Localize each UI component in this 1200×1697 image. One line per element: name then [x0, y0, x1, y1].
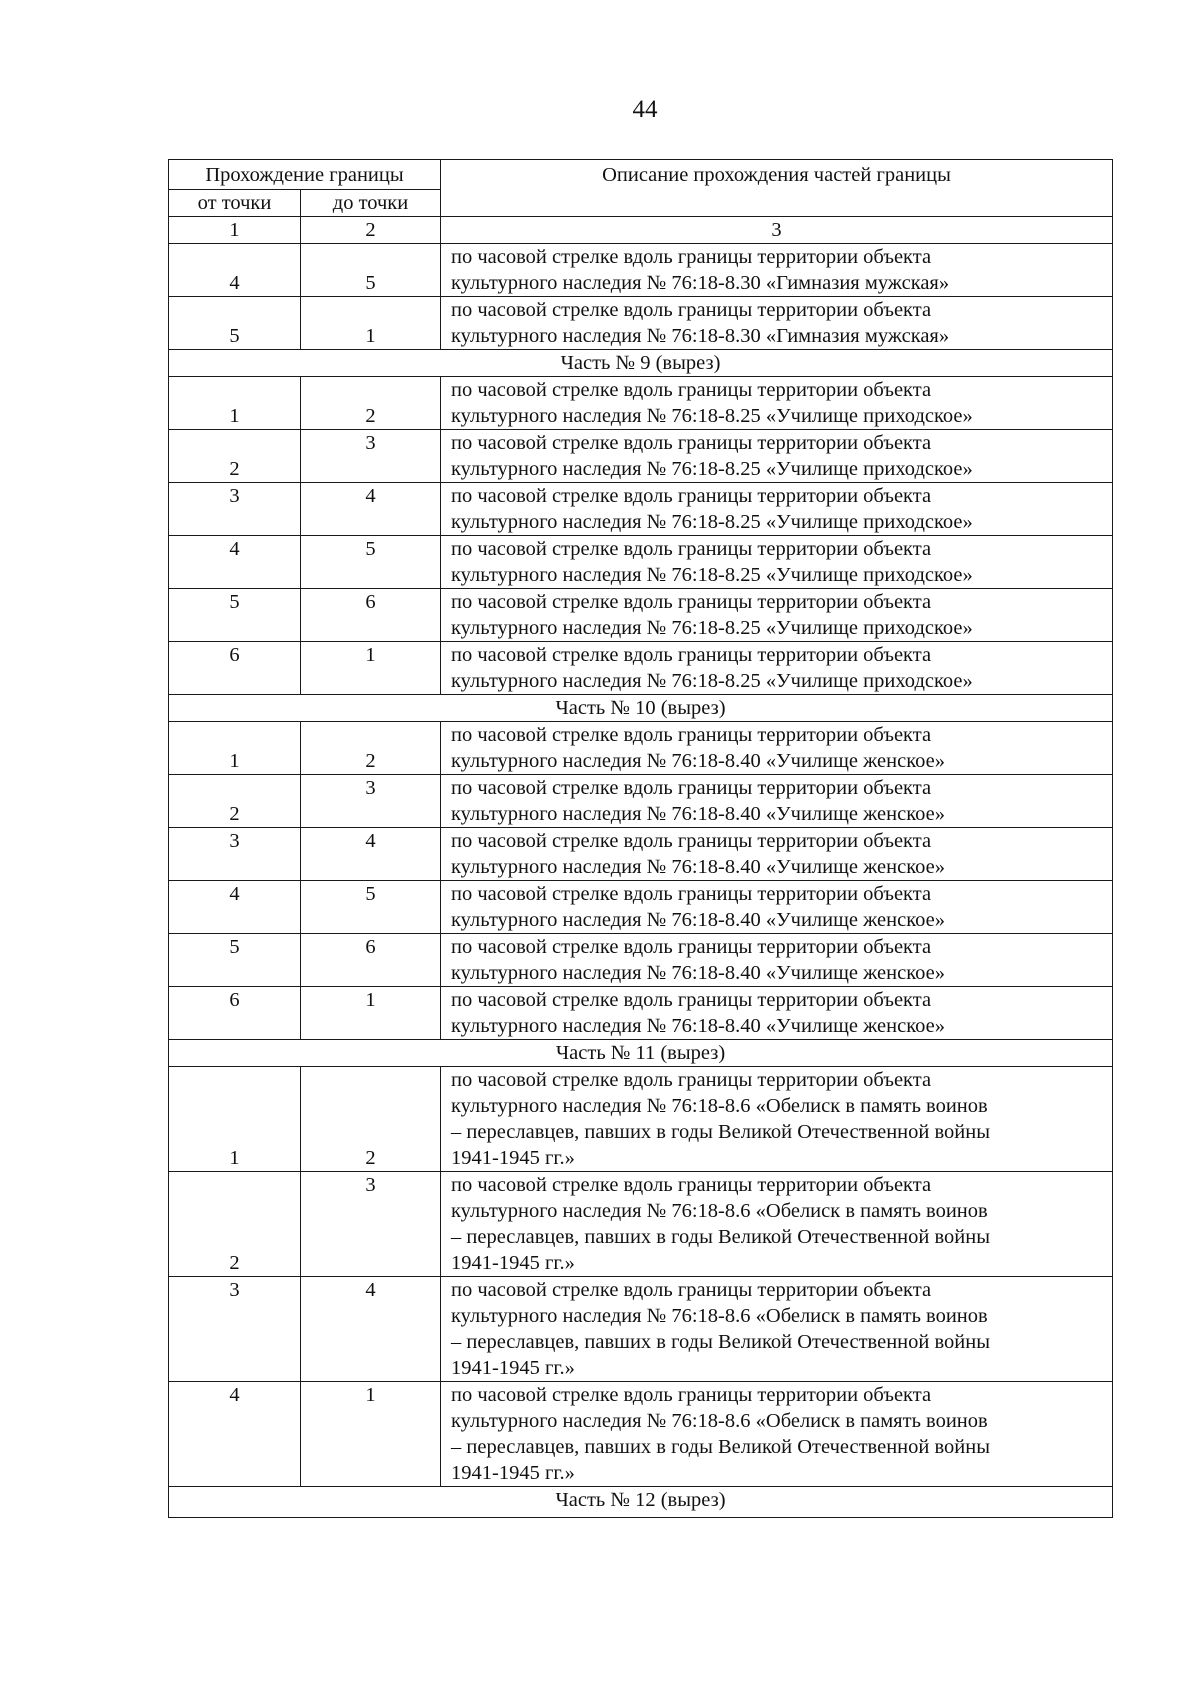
description-line: по часовой стрелке вдоль границы территории объекта	[451, 432, 932, 454]
description-line: 1941-1945 гг.»	[451, 1357, 575, 1379]
table-row	[169, 244, 1113, 297]
description-line: по часовой стрелке вдоль границы территории объекта	[451, 777, 932, 799]
description-cell	[441, 775, 1113, 828]
description-line: культурного наследия № 76:18-8.25 «Училище приходское»	[451, 405, 973, 427]
from-point-cell: 4	[169, 536, 301, 589]
to-point-cell: 3	[301, 775, 441, 828]
part-heading: Часть № 9 (вырез)	[169, 350, 1113, 377]
from-point-cell: 2	[169, 775, 301, 828]
to-point-cell: 2	[301, 722, 441, 775]
description-line: по часовой стрелке вдоль границы территории объекта	[451, 246, 932, 268]
from-point-cell: 2	[169, 430, 301, 483]
description-line: культурного наследия № 76:18-8.6 «Обелиск в память воинов	[451, 1095, 988, 1117]
description-line: – переславцев, павших в годы Великой Отечественной войны	[451, 1226, 990, 1248]
table-row	[169, 589, 1113, 642]
description-cell	[441, 987, 1113, 1040]
description-cell	[441, 377, 1113, 430]
description-line: по часовой стрелке вдоль границы территории объекта	[451, 299, 932, 321]
description-cell	[441, 1067, 1113, 1172]
to-point-cell: 1	[301, 1382, 441, 1487]
from-point-cell: 3	[169, 1277, 301, 1382]
part-heading: Часть № 11 (вырез)	[169, 1040, 1113, 1067]
from-point-cell: 3	[169, 828, 301, 881]
table-row	[169, 1382, 1113, 1487]
part-heading: Часть № 10 (вырез)	[169, 695, 1113, 722]
table-row	[169, 430, 1113, 483]
table-row	[169, 1067, 1113, 1172]
description-line: по часовой стрелке вдоль границы территории объекта	[451, 1069, 932, 1091]
from-point-cell: 5	[169, 297, 301, 350]
description-line: 1941-1945 гг.»	[451, 1252, 575, 1274]
to-point-cell: 5	[301, 244, 441, 297]
description-line: культурного наследия № 76:18-8.6 «Обелиск в память воинов	[451, 1410, 988, 1432]
description-line: культурного наследия № 76:18-8.25 «Училище приходское»	[451, 670, 973, 692]
to-point-cell: 4	[301, 1277, 441, 1382]
description-cell	[441, 430, 1113, 483]
table-row	[169, 934, 1113, 987]
description-cell	[441, 589, 1113, 642]
description-line: – переславцев, павших в годы Великой Отечественной войны	[451, 1331, 990, 1353]
to-point-cell: 4	[301, 828, 441, 881]
description-cell	[441, 722, 1113, 775]
description-line: культурного наследия № 76:18-8.25 «Училище приходское»	[451, 511, 973, 533]
description-cell	[441, 483, 1113, 536]
description-line: – переславцев, павших в годы Великой Отечественной войны	[451, 1436, 990, 1458]
description-line: культурного наследия № 76:18-8.30 «Гимназия мужская»	[451, 325, 950, 347]
to-point-cell: 2	[301, 377, 441, 430]
to-point-cell: 6	[301, 934, 441, 987]
description-line: культурного наследия № 76:18-8.40 «Училище женское»	[451, 909, 945, 931]
part-heading-row	[169, 695, 1113, 722]
header-to-point: до точки	[301, 190, 441, 217]
description-line: культурного наследия № 76:18-8.40 «Училище женское»	[451, 803, 945, 825]
from-point-cell: 4	[169, 881, 301, 934]
table-row	[169, 828, 1113, 881]
description-line: культурного наследия № 76:18-8.40 «Училище женское»	[451, 1015, 945, 1037]
part-heading: Часть № 12 (вырез)	[169, 1487, 1113, 1518]
description-line: культурного наследия № 76:18-8.25 «Училище приходское»	[451, 458, 973, 480]
header-boundary-passage: Прохождение границы	[169, 160, 441, 190]
description-line: культурного наследия № 76:18-8.25 «Училище приходское»	[451, 564, 973, 586]
description-cell	[441, 1172, 1113, 1277]
description-line: по часовой стрелке вдоль границы территории объекта	[451, 936, 932, 958]
description-line: 1941-1945 гг.»	[451, 1462, 575, 1484]
page-number: 44	[632, 96, 658, 123]
description-line: по часовой стрелке вдоль границы территории объекта	[451, 830, 932, 852]
column-number-2: 2	[301, 217, 441, 244]
from-point-cell: 6	[169, 987, 301, 1040]
description-cell	[441, 297, 1113, 350]
header-from-point: от точки	[169, 190, 301, 217]
from-point-cell: 2	[169, 1172, 301, 1277]
description-line: культурного наследия № 76:18-8.40 «Училище женское»	[451, 856, 945, 878]
to-point-cell: 5	[301, 881, 441, 934]
to-point-cell: 3	[301, 1172, 441, 1277]
header-row-column-numbers	[169, 217, 1113, 244]
description-cell	[441, 881, 1113, 934]
to-point-cell: 4	[301, 483, 441, 536]
table-row	[169, 297, 1113, 350]
table-row	[169, 881, 1113, 934]
description-cell	[441, 828, 1113, 881]
description-line: культурного наследия № 76:18-8.6 «Обелиск в память воинов	[451, 1305, 988, 1327]
description-line: по часовой стрелке вдоль границы территории объекта	[451, 538, 932, 560]
to-point-cell: 5	[301, 536, 441, 589]
table-row	[169, 642, 1113, 695]
header-description: Описание прохождения частей границы	[441, 160, 1113, 217]
table-row	[169, 775, 1113, 828]
part-heading-row	[169, 350, 1113, 377]
from-point-cell: 1	[169, 377, 301, 430]
table-row	[169, 536, 1113, 589]
to-point-cell: 1	[301, 642, 441, 695]
description-line: по часовой стрелке вдоль границы территории объекта	[451, 989, 932, 1011]
description-cell	[441, 934, 1113, 987]
description-line: культурного наследия № 76:18-8.25 «Училище приходское»	[451, 617, 973, 639]
from-point-cell: 5	[169, 589, 301, 642]
to-point-cell: 6	[301, 589, 441, 642]
table-row	[169, 722, 1113, 775]
description-cell	[441, 1277, 1113, 1382]
part-heading-row	[169, 1487, 1113, 1518]
from-point-cell: 4	[169, 1382, 301, 1487]
table-body	[169, 160, 1113, 1518]
header-row-group	[169, 160, 1113, 190]
description-cell	[441, 642, 1113, 695]
from-point-cell: 3	[169, 483, 301, 536]
description-line: по часовой стрелке вдоль границы территории объекта	[451, 883, 932, 905]
table-row	[169, 377, 1113, 430]
table-row	[169, 1172, 1113, 1277]
description-line: по часовой стрелке вдоль границы территории объекта	[451, 644, 932, 666]
description-line: по часовой стрелке вдоль границы территории объекта	[451, 591, 932, 613]
description-line: по часовой стрелке вдоль границы территории объекта	[451, 1279, 932, 1301]
table-row	[169, 1277, 1113, 1382]
description-line: культурного наследия № 76:18-8.30 «Гимназия мужская»	[451, 272, 950, 294]
description-line: – переславцев, павших в годы Великой Отечественной войны	[451, 1121, 990, 1143]
to-point-cell: 1	[301, 987, 441, 1040]
part-heading-row	[169, 1040, 1113, 1067]
description-line: по часовой стрелке вдоль границы территории объекта	[451, 724, 932, 746]
boundary-table	[168, 159, 1113, 1518]
description-line: по часовой стрелке вдоль границы территории объекта	[451, 1384, 932, 1406]
description-line: культурного наследия № 76:18-8.40 «Училище женское»	[451, 962, 945, 984]
description-line: культурного наследия № 76:18-8.40 «Училище женское»	[451, 750, 945, 772]
column-number-1: 1	[169, 217, 301, 244]
from-point-cell: 1	[169, 1067, 301, 1172]
table-row	[169, 987, 1113, 1040]
table-row	[169, 483, 1113, 536]
from-point-cell: 4	[169, 244, 301, 297]
description-line: по часовой стрелке вдоль границы территории объекта	[451, 1174, 932, 1196]
from-point-cell: 1	[169, 722, 301, 775]
description-line: по часовой стрелке вдоль границы территории объекта	[451, 485, 932, 507]
description-line: культурного наследия № 76:18-8.6 «Обелиск в память воинов	[451, 1200, 988, 1222]
column-number-3: 3	[441, 217, 1113, 244]
from-point-cell: 5	[169, 934, 301, 987]
description-cell	[441, 536, 1113, 589]
description-line: по часовой стрелке вдоль границы территории объекта	[451, 379, 932, 401]
description-line: 1941-1945 гг.»	[451, 1147, 575, 1169]
from-point-cell: 6	[169, 642, 301, 695]
description-cell	[441, 244, 1113, 297]
to-point-cell: 1	[301, 297, 441, 350]
description-cell	[441, 1382, 1113, 1487]
to-point-cell: 3	[301, 430, 441, 483]
to-point-cell: 2	[301, 1067, 441, 1172]
